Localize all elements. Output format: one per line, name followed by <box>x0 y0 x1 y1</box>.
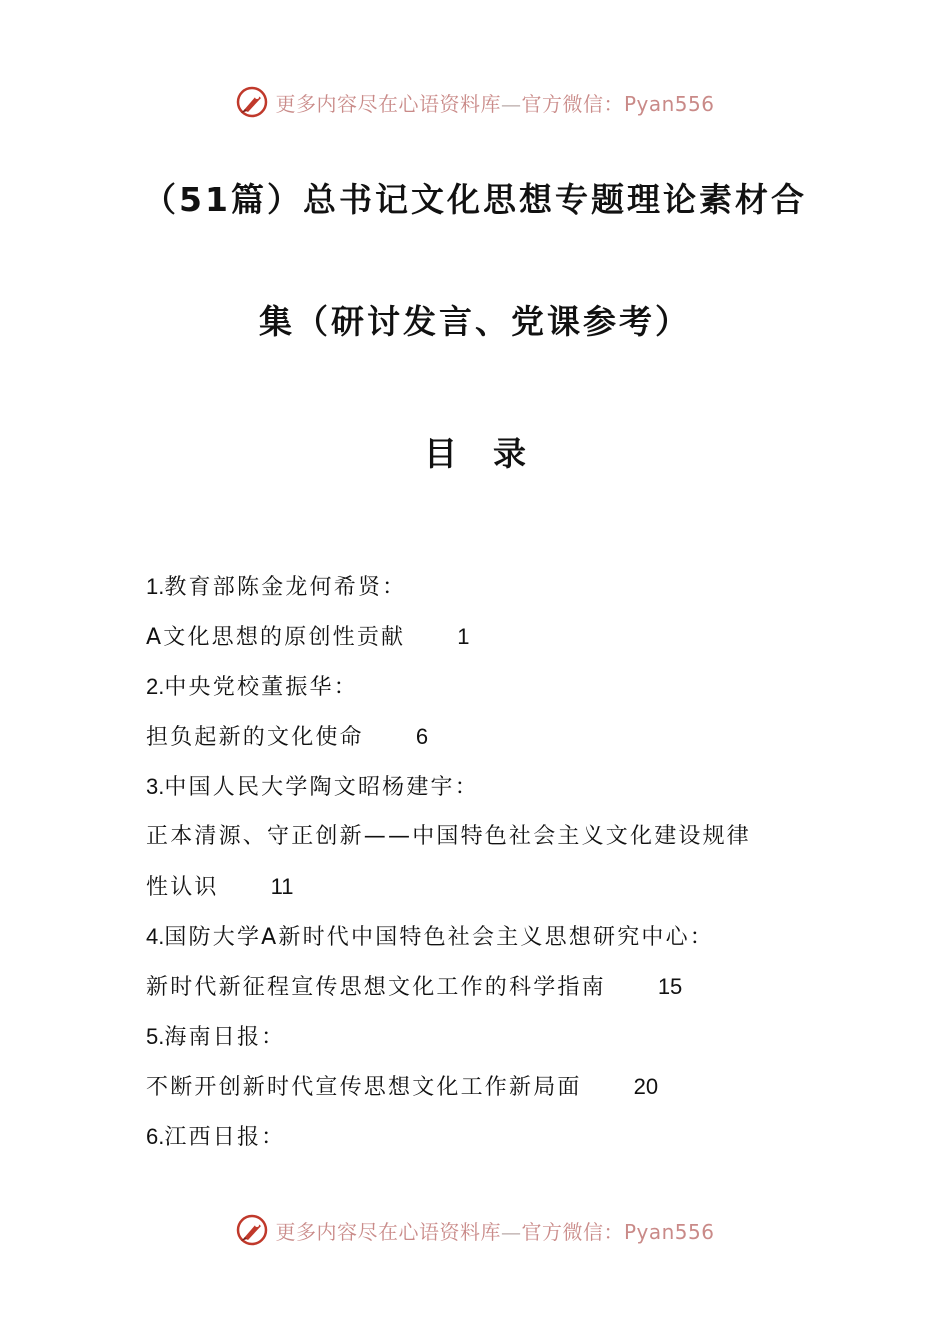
toc-item-page: 20 <box>633 1074 659 1099</box>
toc-item-title[interactable] <box>146 812 811 862</box>
toc-item-source <box>146 562 811 612</box>
toc-item-title-text: 性认识 <box>146 875 219 900</box>
toc-item-number: 3. <box>146 774 165 799</box>
toc-item-page: 1 <box>457 624 470 649</box>
document-title-line1: （51篇）总书记文化思想专题理论素材合 <box>143 180 807 219</box>
header-banner-separator: — <box>500 91 522 116</box>
toc-item-title[interactable] <box>146 962 811 1012</box>
table-of-contents <box>146 562 811 1162</box>
document-title-line2: 集（研讨发言、党课参考） <box>259 302 691 341</box>
toc-item-page: 15 <box>657 974 683 999</box>
toc-item-number: 1. <box>146 574 165 599</box>
header-banner-main: 更多内容尽在心语资料库 <box>275 91 501 116</box>
toc-item-number: 5. <box>146 1024 165 1049</box>
header-banner-text <box>275 88 714 117</box>
toc-item-title[interactable] <box>146 712 811 762</box>
toc-item-title-continued[interactable] <box>146 862 811 912</box>
toc-item-title[interactable] <box>146 612 811 662</box>
toc-item-source <box>146 662 811 712</box>
toc-item-source <box>146 762 811 812</box>
toc-item-title-text: 担负起新的文化使命 <box>146 725 364 750</box>
toc-item-source <box>146 912 811 962</box>
toc-item-source <box>146 1012 811 1062</box>
toc-item-title-text: A文化思想的原创性贡献 <box>146 625 406 650</box>
toc-item-title-text: 正本清源、守正创新——中国特色社会主义文化建设规律 <box>146 824 752 849</box>
toc-item-source-text: 海南日报： <box>164 1025 286 1050</box>
toc-item-page: 6 <box>415 724 429 749</box>
toc-item-source-text: 中央党校董振华： <box>164 675 358 700</box>
footer-banner-contact: 官方微信：Pyan556 <box>521 1219 715 1244</box>
toc-item-number: 4. <box>146 924 165 949</box>
logo-pen-icon <box>235 1213 269 1247</box>
toc-item-source-text: 江西日报： <box>164 1125 286 1150</box>
toc-item-source-text: 中国人民大学陶文昭杨建宇： <box>164 775 479 800</box>
toc-item-source-text: 国防大学A新时代中国特色社会主义思想研究中心： <box>164 925 715 950</box>
footer-banner-separator: — <box>500 1219 522 1244</box>
toc-item-source-text: 教育部陈金龙何希贤： <box>164 575 407 600</box>
toc-item-number: 6. <box>146 1124 165 1149</box>
footer-banner <box>0 1210 950 1250</box>
header-banner <box>0 82 950 122</box>
toc-item-source <box>146 1112 811 1162</box>
toc-item-page: 11 <box>270 874 294 899</box>
toc-item-number: 2. <box>146 674 165 699</box>
toc-item-title-text: 新时代新征程宣传思想文化工作的科学指南 <box>146 975 606 1000</box>
toc-heading: 目录 <box>424 434 562 473</box>
footer-banner-main: 更多内容尽在心语资料库 <box>275 1219 501 1244</box>
toc-item-title-text: 不断开创新时代宣传思想文化工作新局面 <box>146 1075 582 1100</box>
logo-pen-icon <box>235 85 269 119</box>
toc-item-title[interactable] <box>146 1062 811 1112</box>
header-banner-contact: 官方微信：Pyan556 <box>521 91 715 116</box>
footer-banner-text <box>275 1216 714 1245</box>
